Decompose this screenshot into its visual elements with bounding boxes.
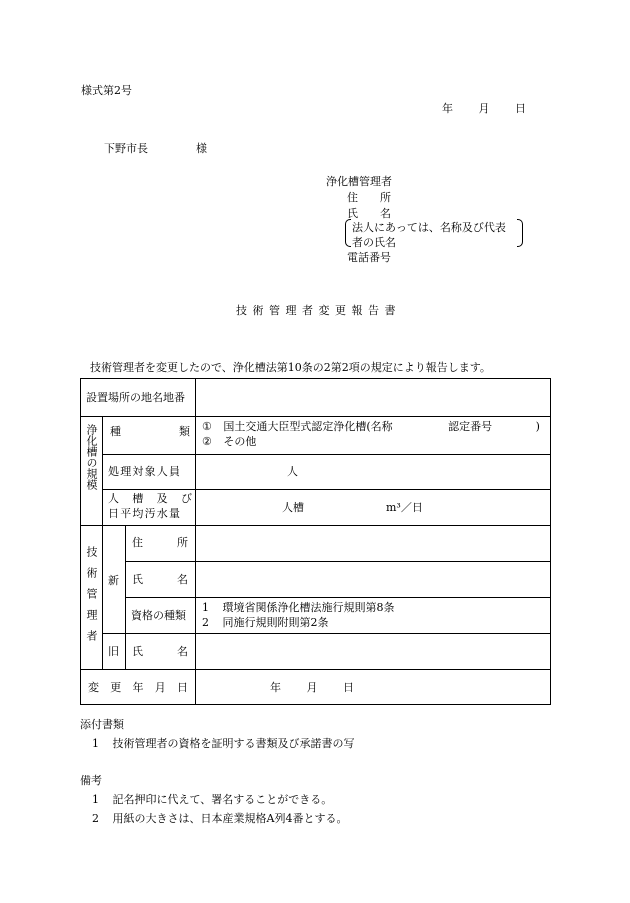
report-table [80, 378, 551, 705]
change-date-label: 変 更 年 月 日 [88, 681, 188, 694]
paren-left [345, 219, 351, 247]
new-name-value[interactable] [198, 565, 548, 595]
capacity-unit-volume: m³／日 [386, 501, 423, 514]
remark-item-1: 1 記名押印に代えて、署名することができる。 [92, 793, 333, 806]
change-date-value[interactable]: 年 月 日 [270, 681, 354, 694]
document-title: 技術管理者変更報告書 [236, 304, 401, 317]
qualification-option-1[interactable]: 1 環境省関係浄化槽法施行規則第8条 [202, 601, 395, 614]
corp-note-2: 者の氏名 [352, 236, 396, 249]
capacity-label-1: 人 槽 及 び [108, 492, 192, 505]
qualification-label: 資格の種類 [131, 609, 186, 622]
new-label: 新 [108, 574, 119, 587]
type-option-2[interactable]: ② その他 [202, 435, 257, 448]
attachments-heading: 添付書類 [80, 718, 124, 731]
mayor-addressee: 下野市長 [104, 142, 148, 155]
applicant-name-label: 氏 名 [347, 207, 391, 220]
old-name-value[interactable] [198, 637, 548, 667]
intro-text: 技術管理者を変更したので、浄化槽法第10条の2第2項の規定により報告します。 [90, 361, 491, 374]
honorific: 様 [196, 142, 207, 155]
date-month: 月 [478, 102, 490, 115]
applicant-address-label: 住 所 [347, 191, 391, 204]
capacity-label-2: 日平均汚水量 [108, 507, 182, 520]
attachment-item: 1 技術管理者の資格を証明する書類及び承諾書の写 [92, 737, 355, 750]
capacity-unit-persons: 人槽 [282, 501, 304, 514]
applicant-phone-label: 電話番号 [347, 251, 391, 264]
date-year: 年 [442, 102, 453, 115]
date-day: 日 [515, 102, 526, 115]
remark-item-2: 2 用紙の大きさは、日本産業規格A列4番とする。 [92, 812, 348, 825]
remarks-heading: 備考 [80, 774, 102, 787]
type-label: 種 類 [110, 425, 190, 438]
manager-label: 技術管理者 [85, 546, 98, 651]
date-line [442, 100, 526, 116]
new-address-label: 住 所 [132, 536, 188, 549]
form-number: 様式第2号 [81, 84, 132, 97]
new-name-label: 氏 名 [132, 573, 188, 586]
old-name-label: 氏 名 [132, 645, 188, 658]
corp-note-1: 法人にあっては、名称及び代表 [352, 221, 506, 234]
paren-right [517, 219, 523, 247]
location-value[interactable] [198, 381, 548, 414]
old-label: 旧 [108, 645, 119, 658]
new-address-value[interactable] [198, 529, 548, 559]
qualification-option-2[interactable]: 2 同施行規則附則第2条 [202, 616, 329, 629]
type-option-1[interactable]: ① 国土交通大臣型式認定浄化槽(名称 認定番号 ) [202, 420, 540, 433]
location-label: 設置場所の地名地番 [86, 391, 185, 404]
target-persons-label: 処理対象人員 [108, 465, 182, 478]
target-persons-unit: 人 [287, 465, 298, 478]
scale-label: 浄化槽の規模 [85, 424, 98, 490]
applicant-role: 浄化槽管理者 [326, 175, 392, 188]
